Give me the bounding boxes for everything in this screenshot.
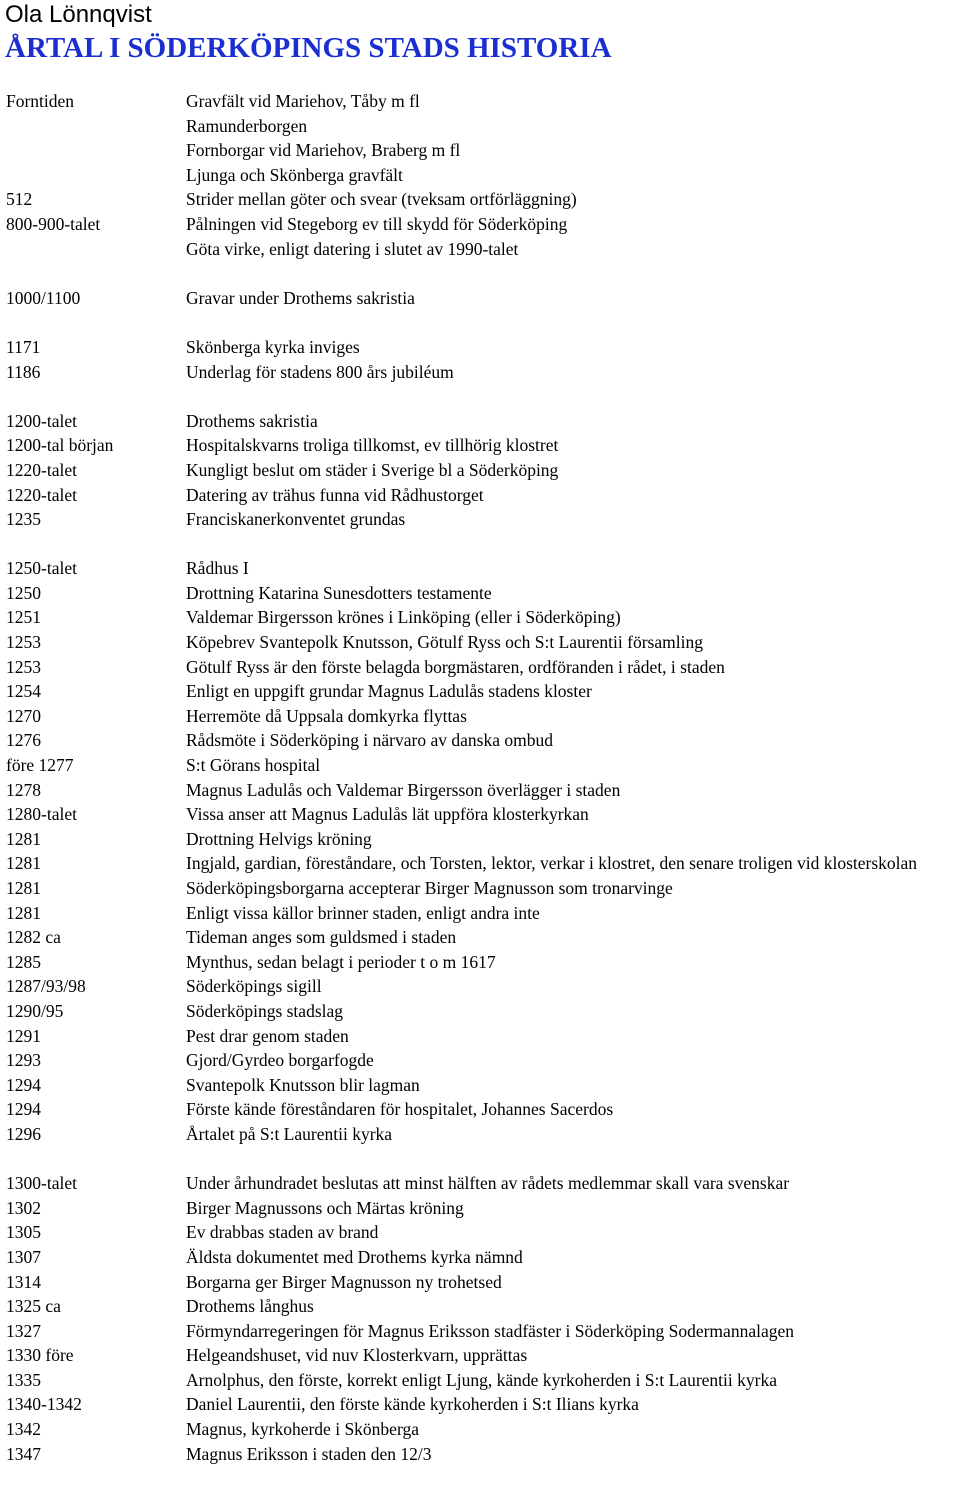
timeline-event: Köpebrev Svantepolk Knutsson, Götulf Ryss och S:t Laurentii församling <box>186 632 703 653</box>
timeline-year: 1200-tal början <box>6 435 114 456</box>
document-title: ÅRTAL I SÖDERKÖPINGS STADS HISTORIA <box>5 32 612 64</box>
timeline-row <box>0 778 960 803</box>
timeline-year: 1281 <box>6 902 41 923</box>
group-spacer <box>0 1147 960 1172</box>
timeline-event: Tideman anges som guldsmed i staden <box>186 927 457 948</box>
timeline-row <box>0 458 960 483</box>
timeline-row <box>0 1417 960 1442</box>
timeline-year: 1276 <box>6 730 41 751</box>
timeline-row <box>0 901 960 926</box>
timeline-row <box>0 974 960 999</box>
timeline-row <box>0 409 960 434</box>
timeline-row <box>0 1319 960 1344</box>
timeline-year: 1280-talet <box>6 804 77 825</box>
timeline-year: 1342 <box>6 1419 41 1440</box>
timeline-event: Gjord/Gyrdeo borgarfogde <box>186 1050 374 1071</box>
timeline-row <box>0 335 960 360</box>
timeline-event: Borgarna ger Birger Magnusson ny trohetsed <box>186 1271 502 1292</box>
timeline-row <box>0 1073 960 1098</box>
timeline-row <box>0 1048 960 1073</box>
timeline-event: Franciskanerkonventet grundas <box>186 509 406 530</box>
timeline-row <box>0 1122 960 1147</box>
timeline-row <box>0 925 960 950</box>
timeline-event: Drothems långhus <box>186 1296 314 1317</box>
timeline-row <box>0 802 960 827</box>
timeline-year: 1278 <box>6 779 41 800</box>
timeline-year: 512 <box>6 189 33 210</box>
timeline-event: Skönberga kyrka inviges <box>186 336 360 357</box>
timeline-year: 1251 <box>6 607 41 628</box>
timeline-event: Underlag för stadens 800 års jubiléum <box>186 361 454 382</box>
timeline-year: 1285 <box>6 951 41 972</box>
timeline-row <box>0 1196 960 1221</box>
timeline-year: 1302 <box>6 1197 41 1218</box>
timeline-row <box>0 483 960 508</box>
timeline-year: 1220-talet <box>6 484 77 505</box>
timeline-event: Gravar under Drothems sakristia <box>186 287 415 308</box>
timeline-event: Enligt en uppgift grundar Magnus Ladulås stadens kloster <box>186 681 592 702</box>
timeline-row <box>0 507 960 532</box>
timeline-event: Enligt vissa källor brinner staden, enligt andra inte <box>186 902 540 923</box>
timeline-year: 1293 <box>6 1050 41 1071</box>
timeline-event: Magnus Ladulås och Valdemar Birgersson överlägger i staden <box>186 779 621 800</box>
timeline-event: Daniel Laurentii, den förste kände kyrkoherden i S:t Ilians kyrka <box>186 1394 639 1415</box>
timeline-year: 1300-talet <box>6 1173 77 1194</box>
timeline-event: Hospitalskvarns troliga tillkomst, ev tillhörig klostret <box>186 435 559 456</box>
timeline-year: 1254 <box>6 681 41 702</box>
timeline-row <box>0 286 960 311</box>
timeline-event: Vissa anser att Magnus Ladulås lät uppföra klosterkyrkan <box>186 804 589 825</box>
timeline-year: 1253 <box>6 656 41 677</box>
timeline-event: Ev drabbas staden av brand <box>186 1222 379 1243</box>
timeline-event: Rådsmöte i Söderköping i närvaro av danska ombud <box>186 730 553 751</box>
timeline-event: Gravfält vid Mariehov, Tåby m fl <box>186 91 420 111</box>
timeline-event: Äldsta dokumentet med Drothems kyrka nämnd <box>186 1246 523 1267</box>
timeline-event: Söderköpings stadslag <box>186 1000 344 1021</box>
timeline-event: Magnus, kyrkoherde i Skönberga <box>186 1419 419 1440</box>
timeline-event: Ramunderborgen <box>186 115 308 136</box>
group-spacer <box>0 261 960 286</box>
timeline-event: Drottning Katarina Sunesdotters testamente <box>186 582 492 603</box>
group-spacer <box>0 384 960 409</box>
timeline-event: Strider mellan göter och svear (tveksam ortförläggning) <box>186 189 577 210</box>
timeline-event: Ingjald, gardian, föreståndare, och Torsten, lektor, verkar i klostret, den senare troligen vid klosterskolan <box>186 853 918 874</box>
timeline-event: Fornborgar vid Mariehov, Braberg m fl <box>186 140 461 161</box>
timeline-year: 1294 <box>6 1099 41 1120</box>
timeline-row <box>0 212 960 237</box>
timeline-row <box>0 1392 960 1417</box>
timeline-row <box>0 630 960 655</box>
timeline-row <box>0 1343 960 1368</box>
timeline-row <box>0 163 960 188</box>
timeline-row <box>0 556 960 581</box>
group-spacer <box>0 532 960 557</box>
timeline-row <box>0 827 960 852</box>
timeline-event: Pest drar genom staden <box>186 1025 349 1046</box>
timeline-event: Kungligt beslut om städer i Sverige bl a Söderköping <box>186 459 559 480</box>
timeline-row <box>0 114 960 139</box>
timeline-year: 1253 <box>6 632 41 653</box>
timeline-event: Valdemar Birgersson krönes i Linköping (eller i Söderköping) <box>186 607 621 628</box>
timeline-year: 1340-1342 <box>6 1394 82 1415</box>
timeline-row <box>0 1097 960 1122</box>
timeline-year: 1281 <box>6 853 41 874</box>
timeline <box>0 89 960 1466</box>
timeline-event: Birger Magnussons och Märtas kröning <box>186 1197 464 1218</box>
timeline-event: Drothems sakristia <box>186 410 318 431</box>
timeline-event: Årtalet på S:t Laurentii kyrka <box>186 1123 393 1144</box>
timeline-year: 1314 <box>6 1271 41 1292</box>
timeline-row <box>0 1294 960 1319</box>
timeline-event: Götulf Ryss är den förste belagda borgmästaren, ordföranden i rådet, i staden <box>186 656 725 677</box>
timeline-year: 1250 <box>6 582 41 603</box>
timeline-row <box>0 581 960 606</box>
timeline-row <box>0 1270 960 1295</box>
timeline-row <box>0 605 960 630</box>
timeline-row <box>0 999 960 1024</box>
timeline-event: S:t Görans hospital <box>186 755 321 776</box>
timeline-row <box>0 851 960 876</box>
timeline-row <box>0 753 960 778</box>
timeline-year: 1305 <box>6 1222 41 1243</box>
timeline-row <box>0 679 960 704</box>
timeline-year: 1235 <box>6 509 41 530</box>
timeline-event: Pålningen vid Stegeborg ev till skydd för Söderköping <box>186 213 568 234</box>
timeline-year: 1347 <box>6 1443 41 1464</box>
timeline-year: 1294 <box>6 1074 41 1095</box>
timeline-year: 800-900-talet <box>6 213 101 234</box>
timeline-row <box>0 1220 960 1245</box>
timeline-row <box>0 360 960 385</box>
timeline-event: Helgeandshuset, vid nuv Klosterkvarn, upprättas <box>186 1345 528 1366</box>
timeline-event: Förmyndarregeringen för Magnus Eriksson stadfäster i Söderköping Sodermannalagen <box>186 1320 794 1341</box>
timeline-event: Svantepolk Knutsson blir lagman <box>186 1074 420 1095</box>
timeline-row <box>0 1245 960 1270</box>
timeline-event: Drottning Helvigs kröning <box>186 828 372 849</box>
author-name: Ola Lönnqvist <box>5 1 152 28</box>
timeline-year: 1200-talet <box>6 410 77 431</box>
timeline-row <box>0 1171 960 1196</box>
timeline-year: 1171 <box>6 336 41 357</box>
timeline-year: 1296 <box>6 1123 41 1144</box>
timeline-row <box>0 704 960 729</box>
timeline-event: Magnus Eriksson i staden den 12/3 <box>186 1443 432 1464</box>
timeline-row <box>0 1368 960 1393</box>
timeline-year: 1291 <box>6 1025 41 1046</box>
timeline-event: Under århundradet beslutas att minst hälften av rådets medlemmar skall vara svenskar <box>186 1173 790 1194</box>
timeline-row <box>0 237 960 262</box>
group-spacer <box>0 310 960 335</box>
timeline-event: Arnolphus, den förste, korrekt enligt Ljung, kände kyrkoherden i S:t Laurentii kyrka <box>186 1369 777 1390</box>
timeline-year: 1325 ca <box>6 1296 61 1317</box>
timeline-event: Ljunga och Skönberga gravfält <box>186 164 403 185</box>
timeline-year: 1335 <box>6 1369 41 1390</box>
timeline-event: Söderköpings sigill <box>186 976 322 997</box>
timeline-year: 1330 före <box>6 1345 74 1366</box>
timeline-year: 1186 <box>6 361 41 382</box>
timeline-row <box>0 876 960 901</box>
timeline-event: Göta virke, enligt datering i slutet av 1990-talet <box>186 238 519 259</box>
timeline-year: 1281 <box>6 828 41 849</box>
timeline-year: 1270 <box>6 705 41 726</box>
timeline-row <box>0 655 960 680</box>
timeline-event: Datering av trähus funna vid Rådhustorget <box>186 484 484 505</box>
timeline-year: Forntiden <box>6 91 75 111</box>
timeline-event: Herremöte då Uppsala domkyrka flyttas <box>186 705 467 726</box>
timeline-year: 1327 <box>6 1320 41 1341</box>
timeline-year: 1281 <box>6 878 41 898</box>
timeline-row <box>0 950 960 975</box>
timeline-event: Förste kände föreståndaren för hospitalet, Johannes Sacerdos <box>186 1099 614 1120</box>
timeline-year: 1220-talet <box>6 459 77 480</box>
timeline-row <box>0 187 960 212</box>
timeline-year: 1307 <box>6 1246 41 1267</box>
timeline-row <box>0 138 960 163</box>
timeline-year: 1287/93/98 <box>6 976 86 997</box>
timeline-year: 1250-talet <box>6 558 77 579</box>
timeline-row <box>0 728 960 753</box>
timeline-row <box>0 1442 960 1467</box>
timeline-year: 1282 ca <box>6 927 61 948</box>
timeline-event: Mynthus, sedan belagt i perioder t o m 1617 <box>186 951 496 972</box>
timeline-row <box>0 433 960 458</box>
timeline-year: före 1277 <box>6 755 74 776</box>
timeline-event: Rådhus I <box>186 558 249 579</box>
timeline-row <box>0 89 960 114</box>
timeline-year: 1290/95 <box>6 1000 64 1021</box>
timeline-year: 1000/1100 <box>6 287 81 308</box>
timeline-row <box>0 1024 960 1049</box>
timeline-event: Söderköpingsborgarna accepterar Birger Magnusson som tronarvinge <box>186 878 673 898</box>
